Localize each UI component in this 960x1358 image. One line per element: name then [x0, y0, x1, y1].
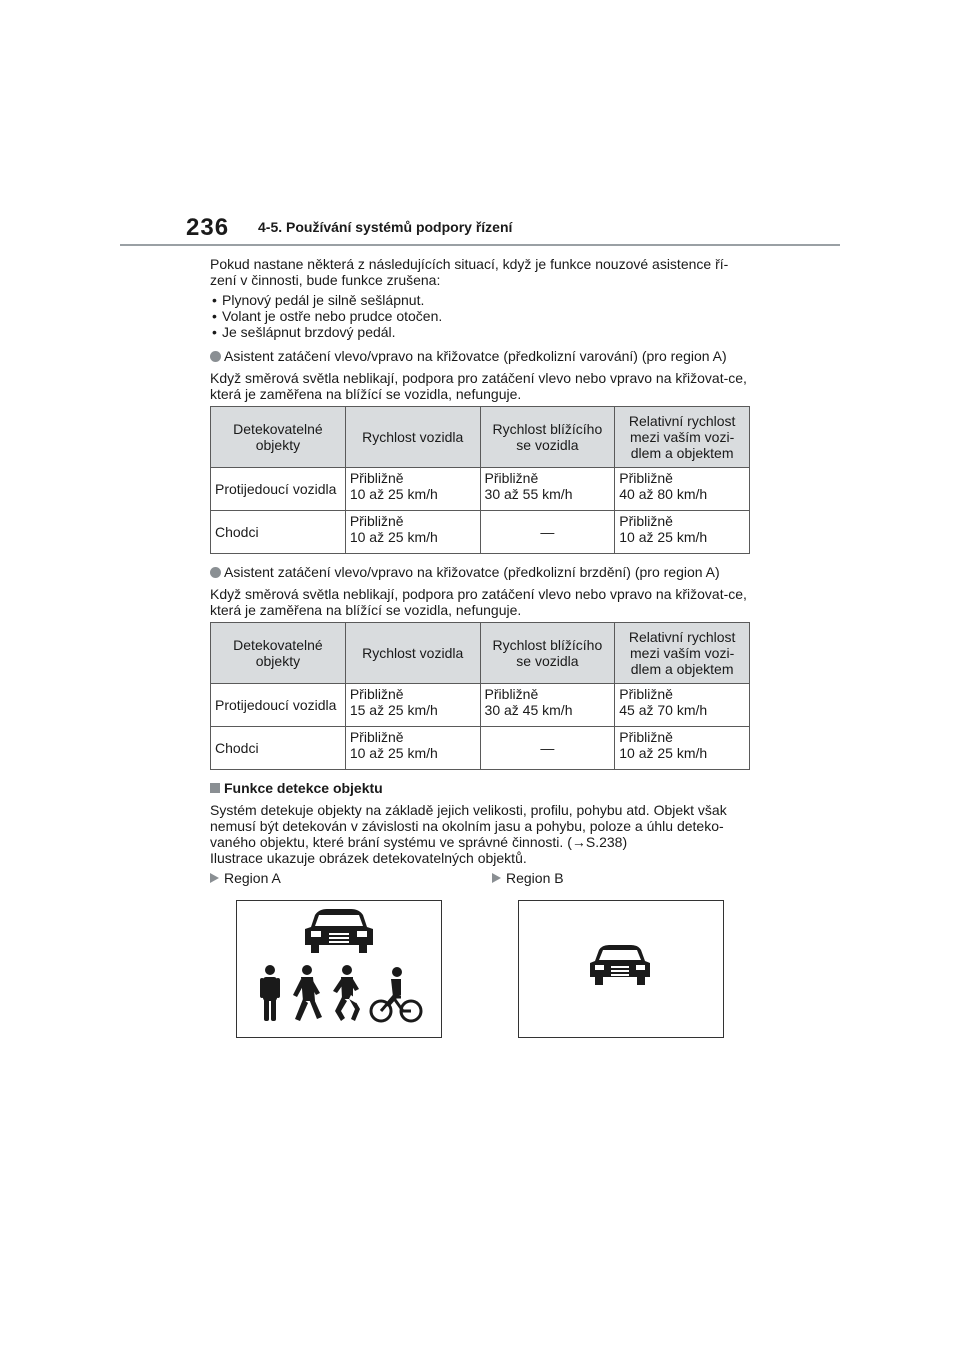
section-b-heading: Asistent zatáčení vlevo/vpravo na křižovatce (předkolizní brzdění) (pro region A) — [210, 564, 750, 580]
table-cell: Přibližně 30 až 55 km/h — [480, 468, 615, 511]
pedestrian-running-icon — [333, 965, 360, 1021]
section-a-text: Když směrová světla neblikají, podpora pro zatáčení vlevo nebo vpravo na křižovat-ce, která je zaměřena na blížící se vozidla, nefunguje. — [210, 370, 747, 402]
table-cell: Přibližně 10 až 25 km/h — [615, 727, 750, 770]
table-row — [211, 511, 750, 554]
table-header: Relativní rychlost mezi vaším vozi-dlem a objektem — [615, 407, 750, 468]
table-row — [211, 684, 750, 727]
table-cell: Přibližně 45 až 70 km/h — [615, 684, 750, 727]
pedestrian-standing-icon — [260, 965, 280, 1021]
car-icon — [305, 909, 373, 953]
intro-bullets — [210, 292, 750, 340]
region-b-label: Region B — [492, 870, 564, 886]
table-braking — [210, 622, 750, 770]
table-row — [211, 727, 750, 770]
bullet-item: • Je sešlápnut brzdový pedál. — [212, 324, 396, 340]
car-icon — [590, 945, 650, 985]
table-cell: Přibližně 10 až 25 km/h — [345, 727, 480, 770]
table-cell: — — [480, 511, 615, 554]
detection-text-2: Ilustrace ukazuje obrázek detekovatelných objektů. — [210, 850, 527, 866]
section-a-heading: Asistent zatáčení vlevo/vpravo na křižovatce (předkolizní varování) (pro region A) — [210, 348, 750, 364]
table-cell: — — [480, 727, 615, 770]
square-bullet-icon — [210, 783, 220, 793]
page-header — [0, 0, 960, 250]
page-number: 236 — [186, 214, 230, 241]
table-header: Relativní rychlost mezi vaším vozi-dlem a objektem — [615, 623, 750, 684]
table-cell: Chodci — [211, 727, 346, 770]
page-content — [210, 256, 750, 870]
header-rule — [120, 244, 840, 246]
table-cell: Přibližně 10 až 25 km/h — [615, 511, 750, 554]
table-header-row — [211, 407, 750, 468]
intro-text: Pokud nastane některá z následujících situací, když je funkce nouzové asistence ří-zení v činnosti, bude funkce zrušena: — [210, 256, 729, 288]
detection-heading: Funkce detekce objektu — [210, 780, 750, 796]
table-cell: Chodci — [211, 511, 346, 554]
triangle-bullet-icon — [492, 873, 501, 883]
bullet-item: • Volant je ostře nebo prudce otočen. — [212, 308, 443, 324]
table-header: Detekovatelné objekty — [211, 407, 346, 468]
table-header: Rychlost vozidla — [345, 623, 480, 684]
region-b-illustration — [518, 900, 724, 1038]
table-cell: Přibližně 10 až 25 km/h — [345, 468, 480, 511]
section-b-text: Když směrová světla neblikají, podpora pro zatáčení vlevo nebo vpravo na křižovat-ce, která je zaměřena na blížící se vozidla, nefunguje. — [210, 586, 747, 618]
table-header-row — [211, 623, 750, 684]
table-header: Detekovatelné objekty — [211, 623, 346, 684]
region-a-label: Region A — [210, 870, 281, 886]
circle-bullet-icon — [210, 351, 221, 362]
table-cell: Přibližně 10 až 25 km/h — [345, 511, 480, 554]
table-header: Rychlost vozidla — [345, 407, 480, 468]
table-header: Rychlost blížícího se vozidla — [480, 623, 615, 684]
table-cell: Protijedoucí vozidla — [211, 468, 346, 511]
table-cell: Přibližně 15 až 25 km/h — [345, 684, 480, 727]
table-cell: Přibližně 40 až 80 km/h — [615, 468, 750, 511]
table-cell: Přibližně 30 až 45 km/h — [480, 684, 615, 727]
region-a-illustration — [236, 900, 442, 1038]
circle-bullet-icon — [210, 567, 221, 578]
table-row — [211, 468, 750, 511]
table-cell: Protijedoucí vozidla — [211, 684, 346, 727]
cyclist-icon — [371, 967, 421, 1021]
pedestrian-walking-icon — [293, 965, 322, 1021]
section-title: 4-5. Používání systémů podpory řízení — [258, 219, 513, 235]
detection-text: Systém detekuje objekty na základě jejich velikosti, profilu, pohybu atd. Objekt však nemusí být detekován v závislosti na okolním jasu a pohybu, poloze a úhlu deteko-vaného objektu, které brání systému ve správné činnosti. (→S.238) — [210, 802, 727, 850]
table-header: Rychlost blížícího se vozidla — [480, 407, 615, 468]
table-warning — [210, 406, 750, 554]
triangle-bullet-icon — [210, 873, 219, 883]
bullet-item: • Plynový pedál je silně sešlápnut. — [212, 292, 425, 308]
